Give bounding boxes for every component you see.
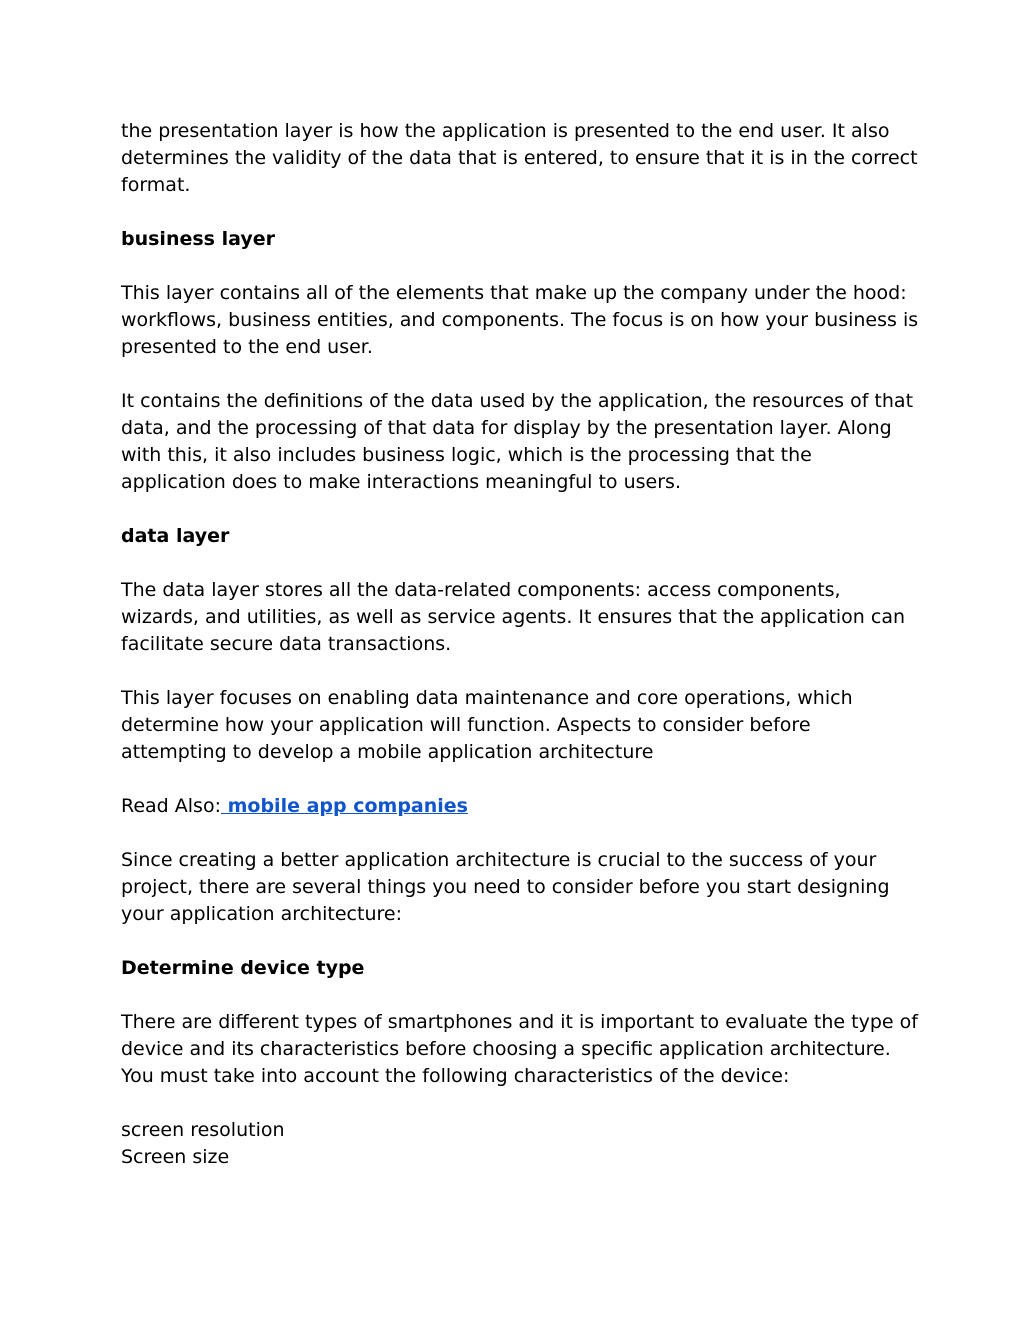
read-also-label: Read Also: — [121, 795, 221, 817]
architecture-intro-paragraph: Since creating a better application architecture is crucial to the success of your project, there are several things you need to consider before you start designing your application architecture: — [121, 849, 890, 925]
data-layer-paragraph-1: The data layer stores all the data-related components: access components, wizards, and utilities, as well as service agents. It ensures that the application can facilitate secure data transactions. — [121, 579, 906, 655]
data-layer-heading: data layer — [121, 525, 230, 547]
device-type-paragraph: There are different types of smartphones and it is important to evaluate the type of device and its characteristics before choosing a specific application architecture. You must take into account the following characteristics of the device: — [121, 1011, 918, 1087]
business-layer-paragraph-1: This layer contains all of the elements that make up the company under the hood: workflows, business entities, and components. The focus is on how your business is presented to the end user. — [121, 282, 919, 358]
device-type-heading: Determine device type — [121, 957, 365, 979]
document-page — [121, 118, 921, 1171]
list-item-screen-size: Screen size — [121, 1146, 230, 1168]
data-layer-paragraph-2: This layer focuses on enabling data maintenance and core operations, which determine how your application will function. Aspects to consider before attempting to develop a mobile application architecture — [121, 687, 853, 763]
mobile-app-companies-link[interactable]: mobile app companies — [220, 795, 468, 817]
list-item-screen-resolution: screen resolution — [121, 1119, 285, 1141]
business-layer-heading: business layer — [121, 228, 275, 250]
intro-paragraph: the presentation layer is how the application is presented to the end user. It also determines the validity of the data that is entered, to ensure that it is in the correct format. — [121, 120, 918, 196]
read-also-line — [121, 793, 921, 820]
business-layer-paragraph-2: It contains the definitions of the data used by the application, the resources of that data, and the processing of that data for display by the presentation layer. Along with this, it also includes business logic, which is the processing that the application does to make interactions meaningful to users. — [121, 390, 914, 493]
